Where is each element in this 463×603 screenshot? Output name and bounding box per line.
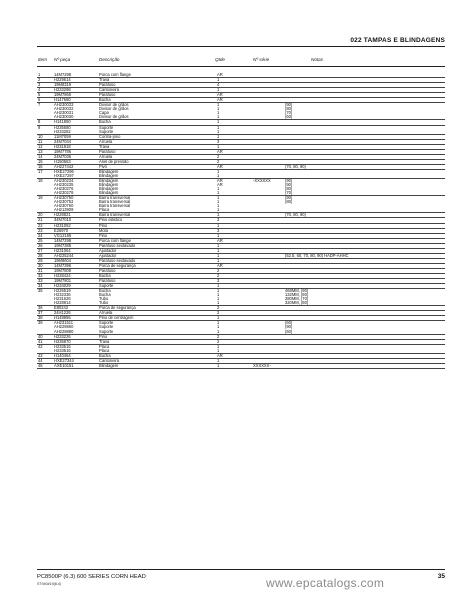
cell-item: 44 — [38, 357, 43, 363]
cell-item: 36 — [38, 305, 43, 311]
cell-item: 5 — [38, 92, 41, 98]
cell-item: 17 — [38, 168, 43, 174]
cell-qty: 1 — [217, 133, 220, 139]
cell-desc: Pino — [99, 222, 108, 228]
cell-part: E26970 — [54, 227, 69, 233]
cell-qty: 1 — [217, 315, 220, 321]
cell-desc: Bucha — [99, 272, 111, 278]
cell-item: 3 — [38, 82, 41, 88]
cell-qty: 1 — [217, 87, 220, 93]
cell-desc: Pino de centragem — [99, 315, 134, 321]
cell-item: 34 — [38, 283, 43, 289]
cell-part: H233515 — [54, 343, 71, 349]
cell-serie: -XXXXXX — [253, 178, 271, 184]
cell-item: 42 — [38, 343, 43, 349]
cell-notes: 320MM, (80) — [285, 300, 309, 306]
cell-qty: 1 — [217, 257, 220, 263]
cell-desc: Blindagem — [99, 182, 119, 188]
cell-desc: Arruela — [99, 310, 113, 316]
cell-part: H150663 — [54, 158, 71, 164]
cell-part: AH213909 — [54, 207, 74, 213]
cell-part: AH230234 — [54, 178, 74, 184]
cell-desc: Trava — [99, 143, 110, 149]
cell-part: AH227442 — [54, 163, 74, 169]
cell-part: 14M7298 — [54, 72, 72, 77]
cell-part: 19M7786 — [54, 148, 72, 154]
cell-qty: AR — [217, 163, 223, 169]
cell-qty: 1 — [217, 77, 220, 83]
cell-part: AH225244 — [54, 252, 74, 258]
cell-part: HXE27344 — [54, 357, 74, 363]
cell-qty: AR — [217, 262, 223, 268]
cell-qty: AR — [217, 97, 223, 103]
cell-qty: 3 — [217, 138, 220, 144]
cell-part: 19M8604 — [54, 257, 72, 263]
cell-qty: AR — [217, 178, 223, 184]
header-rule — [37, 46, 445, 47]
cell-desc: Parafuso — [99, 267, 116, 273]
cell-qty: 2 — [217, 153, 220, 159]
cell-item: 6 — [38, 97, 41, 103]
cell-desc: Anel de pressão — [99, 158, 129, 164]
cell-qty: 1 — [217, 252, 220, 258]
cell-desc: Blindagem — [99, 172, 119, 178]
cell-desc: Bucha — [99, 292, 111, 298]
cell-item: 7 — [38, 102, 41, 108]
cell-qty: 2 — [217, 305, 220, 311]
cell-desc: Placa — [99, 343, 110, 349]
cell-part: HXE27297 — [54, 172, 74, 178]
cell-item: 21 — [38, 217, 43, 223]
cell-part: H235870 — [54, 338, 71, 344]
cell-desc: Suporte — [99, 320, 114, 326]
cell-qty: 1 — [217, 172, 220, 178]
cell-desc: Suporte — [99, 124, 114, 130]
cell-part: H228914 — [54, 300, 71, 306]
cell-desc: Placa — [99, 347, 110, 353]
cell-desc: Suporte — [99, 328, 114, 334]
table-row — [37, 364, 445, 369]
cell-part: H233226 — [54, 333, 71, 339]
cell-notes: (60) — [285, 328, 293, 334]
cell-part: AH230032 — [54, 106, 74, 112]
cell-desc: Porca de segurança — [99, 305, 136, 311]
cell-notes: (90) — [285, 195, 293, 201]
cell-part: AH230030 — [54, 114, 74, 120]
cell-desc: Mola — [99, 227, 108, 233]
cell-notes: (80) — [285, 199, 293, 205]
cell-part: H233282 — [54, 128, 71, 134]
cell-part: AH230031 — [54, 110, 74, 116]
cell-item: 19 — [38, 195, 43, 201]
cell-item: 37 — [38, 310, 43, 316]
col-header-qty: Qtde — [215, 57, 225, 62]
cell-qty: AR — [217, 72, 223, 77]
cell-qty: 1 — [217, 288, 220, 294]
cell-desc: Blindagem — [99, 362, 119, 368]
cell-qty: 2 — [217, 333, 220, 339]
cell-desc: Parafuso — [99, 92, 116, 98]
col-header-desc: Descrição — [99, 57, 120, 62]
cell-qty: 1 — [217, 199, 220, 205]
cell-qty: 1 — [217, 320, 220, 326]
cell-qty: 2 — [217, 158, 220, 164]
cell-part: H140464 — [54, 352, 71, 358]
cell-qty: 1 — [217, 347, 220, 353]
cell-desc: Capa — [99, 110, 109, 116]
cell-qty: 1 — [217, 195, 220, 201]
cell-item: 41 — [38, 338, 43, 344]
cell-part: AH231511 — [54, 320, 74, 326]
cell-item: 27 — [38, 247, 43, 253]
cell-item: 33 — [38, 278, 43, 284]
cell-qty: 1 — [217, 128, 220, 134]
cell-qty: 1 — [217, 283, 220, 289]
cell-desc: Arruela — [99, 153, 113, 159]
cell-qty: 1 — [217, 247, 220, 253]
cell-item: 11 — [38, 138, 43, 144]
cell-qty: 1 — [217, 110, 220, 116]
cell-desc: Suporte — [99, 283, 114, 289]
col-header-notes: Notas — [311, 57, 324, 62]
cell-qty: 1 — [217, 203, 220, 209]
cell-item: 31 — [38, 267, 43, 273]
cell-part: HXE27296 — [54, 168, 74, 174]
cell-qty: 1 — [217, 119, 220, 125]
cell-qty: 1 — [217, 296, 220, 302]
cell-part: 14M7298 — [54, 237, 72, 243]
cell-part: AH230033 — [54, 102, 74, 108]
cell-desc: Divisor de grãos — [99, 102, 129, 108]
cell-notes: (80) — [285, 106, 293, 112]
cell-part: H231062 — [54, 222, 71, 228]
cell-part: AH230752 — [54, 199, 74, 205]
cell-qty: 1 — [217, 324, 220, 330]
cell-part: H235680 — [54, 124, 71, 130]
cell-item: 18 — [38, 178, 43, 184]
cell-qty: 1 — [217, 186, 220, 192]
cell-desc: Cantoneira — [99, 357, 120, 363]
cell-desc: Barra transversal — [99, 199, 131, 205]
cell-part: H141850 — [54, 119, 71, 125]
cell-desc: Barra transversal — [99, 195, 131, 201]
cell-qty: AR — [217, 182, 223, 188]
cell-item: 9 — [38, 124, 41, 130]
cell-desc: Barra transversal — [99, 212, 131, 218]
cell-desc: Bucha — [99, 97, 111, 103]
cell-item: 39 — [38, 320, 43, 326]
cell-item: 8 — [38, 119, 41, 125]
cell-part: 34M7010 — [54, 217, 72, 223]
footer-rule — [37, 569, 445, 570]
cell-desc: Parafuso — [99, 82, 116, 88]
cell-item: 15 — [38, 158, 43, 164]
cell-item: 45 — [38, 362, 43, 368]
cell-qty: 1 — [217, 143, 220, 149]
cell-desc: Bucha — [99, 288, 111, 294]
cell-qty: 1 — [217, 222, 220, 228]
cell-notes: (90) — [285, 324, 293, 330]
cell-part: VG12165 — [54, 232, 72, 238]
section-title: 022 TAMPAS E BLINDAGENS — [350, 37, 445, 44]
page-number: 35 — [437, 573, 445, 580]
cell-part: 24M7036 — [54, 153, 72, 159]
cell-part: H231064 — [54, 247, 71, 253]
watermark-text: www.epcatalogs.com — [266, 576, 385, 590]
cell-desc: Pino elástico — [99, 217, 123, 223]
cell-desc: Blindagem — [99, 190, 119, 196]
cell-item: 40 — [38, 333, 43, 339]
cell-desc: Tubo — [99, 300, 109, 306]
cell-desc: Tubo — [99, 296, 109, 302]
cell-qty: 2 — [217, 310, 220, 316]
cell-desc: Divisor de grãos — [99, 106, 129, 112]
cell-part: 19M7801 — [54, 278, 72, 284]
col-header-serie: Nº série — [253, 57, 270, 62]
cell-notes: (70) — [285, 110, 293, 116]
cell-desc: Bucha — [99, 352, 111, 358]
cell-desc: Parafuso sextavado — [99, 242, 136, 248]
cell-desc: Porca com flange — [99, 237, 131, 243]
cell-qty: 1 — [217, 114, 220, 120]
cell-part: 19M8319 — [54, 82, 72, 88]
cell-desc: Blindagem — [99, 186, 119, 192]
columns-rule — [37, 66, 445, 67]
cell-part: AH230276 — [54, 186, 74, 192]
cell-desc: Bucha — [99, 119, 111, 125]
cell-qty: 1 — [217, 168, 220, 174]
cell-item: 28 — [38, 252, 43, 258]
footer-model: PC8500P (6.3) 600 SERIES CORN HEAD — [37, 574, 146, 580]
cell-part: H228821 — [54, 212, 71, 218]
cell-part: H234029 — [54, 283, 71, 289]
cell-notes: (90) — [285, 178, 293, 184]
cell-item: 1 — [38, 72, 41, 77]
cell-qty: 4 — [217, 82, 220, 88]
cell-notes: (90) — [285, 182, 293, 188]
cell-qty: AR — [217, 148, 223, 154]
cell-item: 22 — [38, 222, 43, 228]
cell-desc: Pino — [99, 232, 108, 238]
cell-item: 30 — [38, 262, 43, 268]
cell-item: 26 — [38, 242, 43, 248]
cell-part: 11M7059 — [54, 133, 71, 139]
cell-desc: Porca de segurança — [99, 262, 136, 268]
cell-qty: 1 — [217, 106, 220, 112]
cell-qty: 1 — [217, 124, 220, 130]
cell-item: 10 — [38, 133, 43, 139]
cell-notes: (52.5, 60, 70, 80, 90) HADP-AHHC — [285, 252, 349, 258]
cell-qty: 1 — [217, 300, 220, 306]
cell-part: H231626 — [54, 296, 71, 302]
col-header-part: Nº peça — [54, 57, 71, 62]
cell-qty: 1 — [217, 357, 220, 363]
cell-part: E80242 — [54, 305, 69, 311]
cell-part: 19M7866 — [54, 92, 72, 98]
cell-desc: Porca com flange — [99, 72, 131, 77]
cell-desc: Trava — [99, 338, 110, 344]
cell-item: 14 — [38, 153, 43, 159]
cell-qty: 1 — [217, 343, 220, 349]
cell-notes: (70, 80, 90) — [285, 212, 306, 218]
cell-desc: Suporte — [99, 128, 114, 134]
cell-desc: Parafuso — [99, 148, 116, 154]
cell-qty: 1 — [217, 190, 220, 196]
cell-part: AH230278 — [54, 190, 74, 196]
cell-desc: Divisor de grãos — [99, 114, 129, 120]
cell-qty: 3 — [217, 278, 220, 284]
cell-desc: Pino — [99, 333, 108, 339]
cell-desc: Blindagem — [99, 168, 119, 174]
cell-item: 32 — [38, 272, 43, 278]
cell-part: H232336 — [54, 292, 71, 298]
cell-qty: 2 — [217, 338, 220, 344]
cell-desc: Parafuso — [99, 278, 116, 284]
parts-table — [37, 73, 445, 369]
cell-item: 13 — [38, 148, 43, 154]
cell-desc: Parafuso sextavado — [99, 257, 136, 263]
cell-desc: Barra transversal — [99, 203, 131, 209]
cell-qty: 1 — [217, 328, 220, 334]
cell-notes: (80) — [285, 186, 293, 192]
cell-desc: Arruela — [99, 138, 113, 144]
cell-notes: (70, 80, 90) — [285, 163, 306, 169]
cell-desc: Blindagem — [99, 178, 119, 184]
cell-item: 38 — [38, 315, 43, 321]
cell-serie: XXXXXX- — [253, 362, 271, 368]
cell-qty: 1 — [217, 292, 220, 298]
cell-part: 19M7385 — [54, 242, 72, 248]
cell-desc: Suporte — [99, 324, 114, 330]
col-header-item: Item — [38, 57, 47, 62]
cell-desc: Ajustador — [99, 252, 117, 258]
cell-part: H226519 — [54, 288, 71, 294]
cell-part: H228424 — [54, 272, 71, 278]
cell-qty: 1 — [217, 362, 220, 368]
cell-qty: AR — [217, 237, 223, 243]
cell-qty: AR — [217, 352, 223, 358]
cell-desc: Trava — [99, 77, 110, 83]
cell-qty: 1 — [217, 242, 220, 248]
cell-part: H229614 — [54, 77, 71, 83]
cell-item: 43 — [38, 352, 43, 358]
cell-part: H233298 — [54, 87, 71, 93]
cell-notes: 468MM, (90) — [285, 288, 309, 294]
cell-part: H148955 — [54, 315, 71, 321]
cell-notes: (90) — [285, 102, 293, 108]
cell-part: AH229860 — [54, 324, 74, 330]
cell-item: 4 — [38, 87, 41, 93]
cell-part: AH229880 — [54, 328, 74, 334]
cell-qty: 3 — [217, 227, 220, 233]
cell-item: 16 — [38, 163, 43, 169]
cell-part: AXE10151 — [54, 362, 74, 368]
cell-part: H231918 — [54, 143, 71, 149]
cell-qty: 1 — [217, 212, 220, 218]
cell-part: 24M7044 — [54, 138, 72, 144]
cell-item: 23 — [38, 227, 43, 233]
cell-desc: Ajustador — [99, 247, 117, 253]
cell-part: 14M7396 — [54, 262, 72, 268]
cell-item: 25 — [38, 237, 43, 243]
footer-code: ST940#19(8-4) — [37, 582, 62, 586]
cell-part: AH230750 — [54, 195, 74, 201]
cell-qty: 1 — [217, 207, 220, 213]
cell-item: 20 — [38, 212, 43, 218]
cell-qty: 1 — [217, 102, 220, 108]
cell-part: AH230235 — [54, 182, 74, 188]
cell-item: 12 — [38, 143, 43, 149]
cell-part: H233516 — [54, 347, 71, 353]
cell-notes: (60) — [285, 320, 293, 326]
cell-desc: Cantoneira — [99, 87, 120, 93]
cell-notes: 280MM, (70) — [285, 296, 309, 302]
cell-item: 29 — [38, 257, 43, 263]
cell-qty: AR — [217, 92, 223, 98]
cell-part: H147680 — [54, 97, 71, 103]
cell-qty: 2 — [217, 272, 220, 278]
cell-desc: Contra-pino — [99, 133, 121, 139]
cell-qty: 2 — [217, 267, 220, 273]
cell-notes: (70) — [285, 190, 293, 196]
cell-item: 24 — [38, 232, 43, 238]
cell-item: 2 — [38, 77, 41, 83]
cell-part: 19M7809 — [54, 267, 72, 273]
cell-part: 24H1226 — [54, 310, 71, 316]
cell-item: 35 — [38, 288, 43, 294]
cell-desc: Placa — [99, 207, 110, 213]
cell-part: AH230760 — [54, 203, 74, 209]
cell-desc: Pivô — [99, 163, 107, 169]
cell-notes: 132MM, (80) — [285, 292, 309, 298]
cell-qty: 1 — [217, 232, 220, 238]
cell-qty: 3 — [217, 217, 220, 223]
cell-notes: (60) — [285, 114, 293, 120]
